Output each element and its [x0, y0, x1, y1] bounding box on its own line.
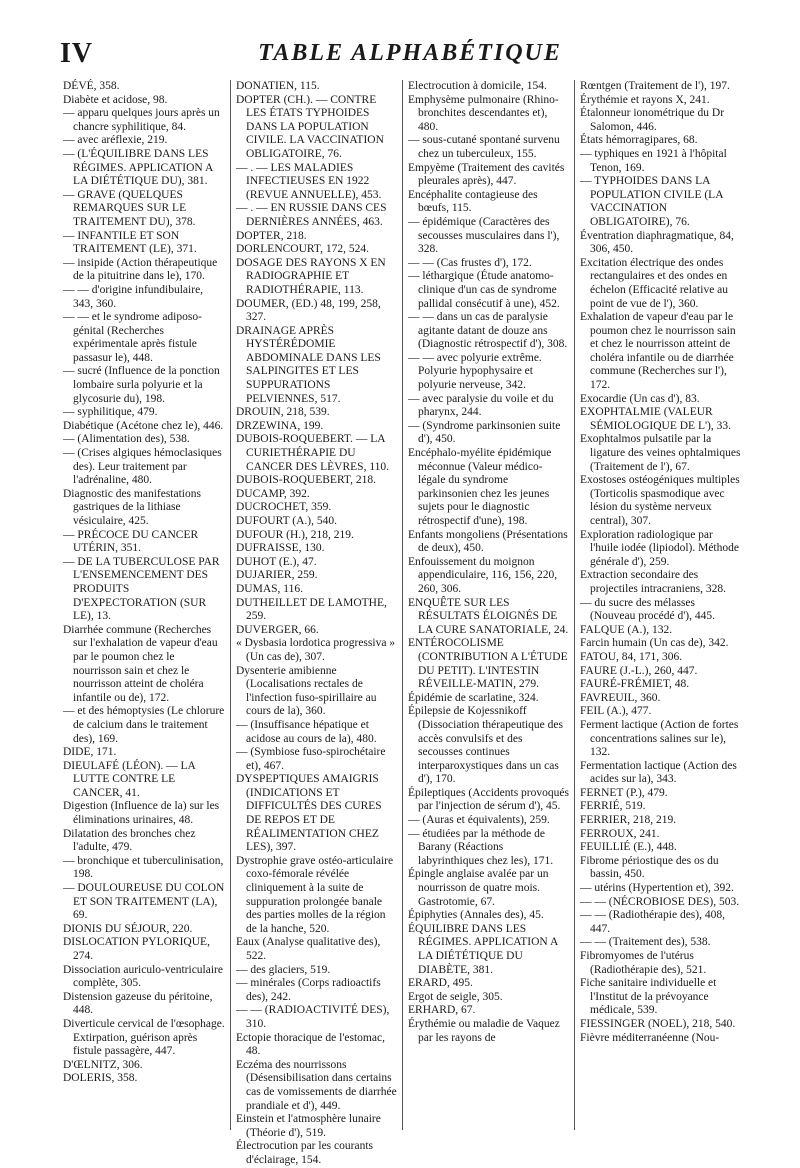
index-entry: DUVERGER, 66. [236, 623, 319, 636]
index-entry: FAURE (J.-L.), 260, 447. [580, 664, 698, 677]
index-entry: — avec paralysie du voile et du pharynx, 244. [408, 392, 554, 419]
index-entry: — — et le syndrome adiposo-génital (Recherches expérimentale après fistule passasur le), 448. [63, 311, 202, 364]
index-entry: DUMAS, 116. [236, 582, 303, 595]
index-entry: — — (Traitement des), 538. [580, 936, 711, 949]
index-entry: DOLERIS, 358. [63, 1072, 138, 1085]
index-entry: DROUIN, 218, 539. [236, 406, 330, 419]
index-entry: — (L'ÉQUILIBRE DANS LES RÉGIMES. APPLICATION A LA DIÉTÉTIQUE DU), 381. [63, 147, 213, 188]
index-entry: Encéphalo-myélite épidémique méconnue (Valeur médico-légale du syndrome parkinsonien chez les jeunes sujets pour le diagnostic rétrospectif d'une), 198. [408, 447, 552, 527]
page-header [60, 38, 760, 78]
index-entry: — — dans un cas de paralysie agitante datant de douze ans (Diagnostic rétrospectif d'), 308. [408, 311, 568, 351]
index-entry: Ergot de seigle, 305. [408, 990, 503, 1003]
index-entry: — bronchique et tuberculinisation, 198. [63, 854, 224, 881]
index-entry: DISLOCATION PYLORIQUE, 274. [63, 936, 210, 962]
index-entry: — (Crises algiques hémoclasiques des). Leur traitement par l'adrénaline, 480. [63, 447, 222, 487]
index-entry: Érythémie ou maladie de Vaquez par les rayons de [408, 1017, 560, 1044]
index-entry: DUFRAISSE, 130. [236, 542, 325, 555]
index-column-1 [58, 80, 230, 1130]
index-entry: EXOPHTALMIE (VALEUR SÉMIOLOGIQUE DE L'), 33. [580, 406, 732, 432]
index-entry: FALQUE (A.), 132. [580, 623, 673, 636]
index-entry: Emphysème pulmonaire (Rhino-bronchites descendantes et), 480. [408, 93, 559, 133]
index-entry: — syphilitique, 479. [63, 406, 158, 419]
index-entry: — — (Radiothérapie des), 408, 447. [580, 909, 725, 935]
index-entry: Épileptiques (Accidents provoqués par l'injection de sérum d'), 45. [408, 786, 569, 813]
index-entry: — TYPHOIDES DANS LA POPULATION CIVILE (LA VACCINATION OBLIGATOIRE), 76. [580, 175, 723, 228]
index-entry: Épilepsie de Kojessnikoff (Dissociation thérapeutique des accès convulsifs et des secousses continues interparoxystiques dans un cas d'), 170. [408, 705, 563, 786]
index-entry: — et des hémoptysies (Le chlorure de calcium dans le traitement des), 169. [63, 705, 225, 745]
index-entry: Rœntgen (Traitement de l'), 197. [580, 80, 730, 92]
index-entry: Dysenterie amibienne (Localisations rectales de l'infection fuso-spirillaire au cours de la), 360. [236, 664, 377, 718]
index-entry: Électrocution par les courants d'éclairage, 154. [236, 1140, 373, 1166]
index-entry: DOSAGE DES RAYONS X EN RADIOGRAPHIE ET RADIOTHÉRAPIE, 113. [236, 256, 386, 296]
index-entry: Diagnostic des manifestations gastriques de la lithiase vésiculaire, 425. [63, 487, 201, 527]
index-entry: — du sucre des mélasses (Nouveau procédé d'), 445. [580, 596, 716, 623]
index-entry: « Dysbasia lordotica progressiva » (Un cas de), 307. [236, 637, 396, 663]
index-entry: — . — LES MALADIES INFECTIEUSES EN 1922 (REVUE ANNUELLE), 453. [236, 161, 382, 201]
index-entry: Excitation électrique des ondes rectangulaires et des ondes en échelon (Efficacité relative au point de vue de l'), 360. [580, 256, 729, 310]
index-entry: — . — EN RUSSIE DANS CES DERNIÈRES ANNÉES, 463. [236, 202, 387, 228]
index-entry: FERNET (P.), 479. [580, 786, 668, 799]
index-entry: Exostoses ostéogéniques multiples (Torticolis spasmodique avec lésion du système nerveux central), 307. [580, 474, 740, 527]
index-entry: FIESSINGER (NOEL), 218, 540. [580, 1017, 736, 1030]
index-entry: FEIL (A.), 477. [580, 705, 652, 718]
index-entry: Einstein et l'atmosphère lunaire (Théorie d'), 519. [236, 1113, 381, 1139]
index-entry: FERRIER, 218, 219. [580, 814, 677, 827]
index-entry: Exophtalmos pulsatile par la ligature des veines ophtalmiques (Traitement de l'), 67. [580, 433, 741, 473]
index-entry: DIDE, 171. [63, 746, 117, 759]
index-entry: Enfouissement du moignon appendiculaire, 116, 156, 220, 260, 306. [408, 555, 558, 595]
index-entry: Ectopie thoracique de l'estomac, 48. [236, 1031, 385, 1058]
index-entry: Extraction secondaire des projectiles intracraniens, 328. [580, 569, 727, 595]
index-entry: Fibromyomes de l'utérus (Radiothérapie des), 521. [580, 950, 707, 976]
index-entry: — léthargique (Étude anatomo-clinique d'un cas de syndrome pallidal consécutif à une), 452. [408, 270, 560, 310]
index-entry: — (Symbiose fuso-spirochétaire et), 467. [236, 746, 386, 772]
index-entry: ENTÉROCOLISME (CONTRIBUTION A L'ÉTUDE DU PETIT). L'INTESTIN RÉVEILLE-MATIN, 279. [408, 637, 568, 691]
index-entry: DRZEWINA, 199. [236, 419, 324, 432]
index-entry: Dystrophie grave ostéo-articulaire coxo-fémorale révélée cliniquement à la suite de suppuration prolongée banale des parties molles de la région de la hanche, 520. [236, 854, 394, 935]
index-entry: Érythémie et rayons X, 241. [580, 93, 710, 106]
index-entry: DIONIS DU SÉJOUR, 220. [63, 922, 193, 935]
index-entry: DUBOIS-ROQUEBERT, 218. [236, 474, 376, 487]
index-entry: — — (NÉCROBIOSE DES), 503. [580, 895, 740, 908]
index-entry: — minérales (Corps radioactifs des), 242. [236, 977, 381, 1003]
index-entry: — PRÉCOCE DU CANCER UTÉRIN, 351. [63, 528, 199, 555]
index-entry: — sucré (Influence de la ponction lombaire surla polyurie et la glycosurie du), 198. [63, 365, 220, 405]
index-entry: DORLENCOURT, 172, 524. [236, 243, 369, 256]
index-entry: Exploration radiologique par l'huile iodée (lipiodol). Méthode générale d'), 259. [580, 528, 739, 568]
index-entry: DONATIEN, 115. [236, 80, 320, 92]
index-entry: — GRAVE (QUELQUES REMARQUES SUR LE TRAITEMENT DU), 378. [63, 188, 196, 228]
index-entry: — apparu quelques jours après un chancre syphilitique, 84. [63, 107, 220, 133]
index-entry: Encéphalite contagieuse des bœufs, 115. [408, 188, 538, 215]
index-entry: DUJARIER, 259. [236, 569, 318, 582]
index-entry: Fibrome périostique des os du bassin, 450. [580, 854, 719, 881]
index-entry: Épiphyties (Annales des), 45. [408, 909, 544, 922]
index-entry: — — (RADIOACTIVITÉ DES), 310. [236, 1004, 390, 1030]
index-entry: Fermentation lactique (Action des acides sur la), 343. [580, 759, 737, 786]
index-entry: FERRIÉ, 519. [580, 800, 646, 813]
index-entry: — (Insuffisance hépatique et acidose au cours de la), 480. [236, 718, 377, 745]
index-entry: DIEULAFÉ (LÉON). — LA LUTTE CONTRE LE CANCER, 41. [63, 759, 196, 799]
index-entry: — des glaciers, 519. [236, 963, 331, 976]
index-column-3 [402, 80, 574, 1130]
index-entry: DOPTER (CH.). — CONTRE LES ÉTATS TYPHOIDES DANS LA POPULATION CIVILE. LA VACCINATION OBLIGATOIRE, 76. [236, 93, 384, 160]
index-entry: Dilatation des bronches chez l'adulte, 479. [63, 827, 196, 854]
index-entry: Épidémie de scarlatine, 324. [408, 691, 539, 704]
index-entry: — utérins (Hypertention et), 392. [580, 882, 734, 895]
index-entry: DOUMER, (ED.) 48, 199, 258, 327. [236, 297, 381, 324]
index-entry: — — avec polyurie extrême. Polyurie hypophysaire et polyurie nerveuse, 342. [408, 351, 542, 392]
index-entry: — (Alimentation des), 538. [63, 433, 190, 446]
index-entry: Eczéma des nourrissons (Désensibilisation dans certains cas de vomissements de diarrhée prandiale et d'), 449. [236, 1058, 397, 1112]
index-entry: Empyème (Traitement des cavités pleurales après), 447. [408, 161, 565, 188]
index-entry: DOPTER, 218. [236, 229, 307, 242]
index-columns [58, 80, 746, 1166]
index-entry: — DE LA TUBERCULOSE PAR L'ENSEMENCEMENT DES PRODUITS D'EXPECTORATION (SUR LE), 13. [63, 555, 220, 623]
index-entry: ÉQUILIBRE DANS LES RÉGIMES. APPLICATION A LA DIÉTÉTIQUE DU DIABÈTE, 381. [408, 922, 558, 976]
index-entry: DRAINAGE APRÈS HYSTÉRÉDOMIE ABDOMINALE DANS LES SALPINGITES ET LES SUPPURATIONS PELVIENNES, 517. [236, 324, 381, 405]
index-entry: FAURÉ-FRÉMIET, 48. [580, 678, 690, 691]
index-entry: Farcin humain (Un cas de), 342. [580, 637, 729, 650]
index-entry: Digestion (Influence de la) sur les éliminations urinaires, 48. [63, 800, 220, 827]
index-entry: Fiche sanitaire individuelle et l'Institut de la prévoyance médicale, 539. [580, 977, 717, 1017]
index-entry: Épingle anglaise avalée par un nourrisson de quatre mois. Gastrotomie, 67. [408, 868, 549, 908]
index-entry: — sous-cutané spontané survenu chez un tuberculeux, 155. [408, 134, 560, 160]
index-entry: Exhalation de vapeur d'eau par le poumon chez le nourrisson sain et chez le nourrisson atteint de choléra infantile ou de diarrhée commune (Recherches sur l'), 172. [580, 311, 736, 392]
index-entry: Étalonneur ionométrique du Dr Salomon, 446. [580, 107, 725, 133]
index-entry: — insipide (Action thérapeutique de la pituitrine dans le), 170. [63, 256, 218, 283]
index-entry: Eaux (Analyse qualitative des), 522. [236, 936, 381, 962]
index-entry: — (Syndrome parkinsonien suite d'), 450. [408, 419, 561, 446]
index-entry: DUBOIS-ROQUEBERT. — LA CURIETHÉRAPIE DU CANCER DES LÈVRES, 110. [236, 433, 390, 473]
index-entry: ERARD, 495. [408, 977, 473, 990]
index-entry: Diverticule cervical de l'œsophage. Extirpation, guérison après fistule passagère, 447. [63, 1017, 225, 1058]
index-entry: — INFANTILE ET SON TRAITEMENT (LE), 371. [63, 229, 197, 256]
index-entry: — avec aréflexie, 219. [63, 134, 168, 147]
index-entry: Diabète et acidose, 98. [63, 93, 168, 106]
index-entry: FEUILLIÉ (E.), 448. [580, 841, 677, 854]
index-entry: Distension gazeuse du péritoine, 448. [63, 990, 213, 1017]
index-entry: États hémorragipares, 68. [580, 134, 698, 147]
index-entry: Electrocution à domicile, 154. [408, 80, 547, 92]
index-entry: DUTHEILLET DE LAMOTHE, 259. [236, 596, 387, 623]
index-entry: Diabétique (Acétone chez le), 446. [63, 419, 224, 432]
index-entry: — (Auras et équivalents), 259. [408, 814, 550, 827]
index-column-4 [574, 80, 746, 1130]
index-entry: DÉVÉ, 358. [63, 80, 120, 92]
index-entry: DUHOT (E.), 47. [236, 555, 317, 568]
index-entry: DUFOURT (A.), 540. [236, 515, 338, 527]
index-entry: FAVREUIL, 360. [580, 691, 661, 704]
index-entry: DYSPEPTIQUES AMAIGRIS (INDICATIONS ET DIFFICULTÉS DES CURES DE REPOS ET DE RÉALIMENTATION CHEZ LES), 397. [236, 773, 382, 854]
index-entry: DUFOUR (H.), 218, 219. [236, 528, 354, 541]
index-entry: FERROUX, 241. [580, 827, 660, 840]
index-column-2 [230, 80, 402, 1166]
index-entry: — DOULOUREUSE DU COLON ET SON TRAITEMENT (LA), 69. [63, 882, 225, 922]
index-entry: — — d'origine infundibulaire, 343, 360. [63, 283, 204, 310]
index-entry: Ferment lactique (Action de fortes concentrations salines sur le), 132. [580, 718, 739, 759]
index-entry: FATOU, 84, 171, 306. [580, 650, 683, 663]
index-entry: — épidémique (Caractères des secousses musculaires dans l'), 328. [408, 215, 560, 256]
index-entry: ENQUÊTE SUR LES RÉSULTATS ÉLOIGNÉS DE LA CURE SANATORIALE, 24. [408, 596, 569, 636]
index-entry: Enfants mongoliens (Présentations de deux), 450. [408, 528, 568, 555]
index-entry: Diarrhée commune (Recherches sur l'exhalation de vapeur d'eau par le poumon chez le nourrisson sain et chez le nourrisson atteint de choléra infantile ou de), 172. [63, 623, 218, 704]
index-entry: Fièvre méditerranéenne (Nou- [580, 1031, 720, 1044]
index-entry: Dissociation auriculo-ventriculaire complète, 305. [63, 963, 223, 990]
index-entry: D'ŒLNITZ, 306. [63, 1058, 143, 1071]
index-entry: — typhiques en 1921 à l'hôpital Tenon, 169. [580, 147, 727, 174]
index-entry: Exocardie (Un cas d'), 83. [580, 392, 700, 405]
index-entry: Éventration diaphragmatique, 84, 306, 450. [580, 229, 734, 256]
index-entry: — étudiées par la méthode de Barany (Réactions labyrinthiques chez les), 171. [408, 827, 554, 867]
index-entry: ERHARD, 67. [408, 1004, 476, 1017]
index-entry: DUCROCHET, 359. [236, 501, 332, 514]
running-title: TABLE ALPHABÉTIQUE [258, 40, 562, 66]
index-entry: — — (Cas frustes d'), 172. [408, 256, 532, 269]
index-entry: DUCAMP, 392. [236, 487, 310, 500]
page-number: IV [60, 38, 94, 69]
